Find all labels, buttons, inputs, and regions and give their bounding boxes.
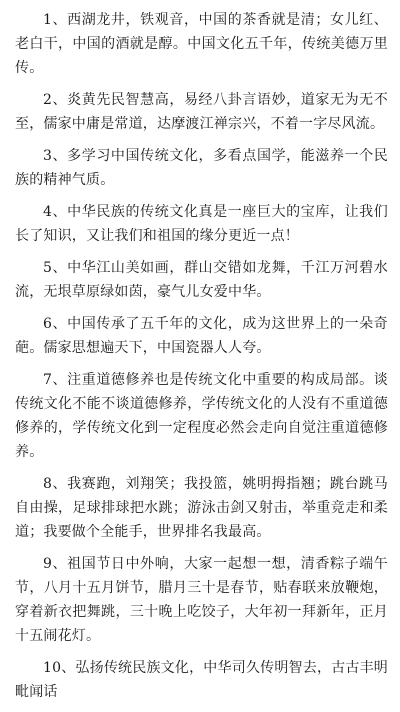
paragraph-1: 1、西湖龙井，铁观音，中国的茶香就是清；女儿红、老白干，中国的酒就是醇。中国文化五千年，传统美德万里传。 <box>15 12 388 76</box>
paragraph-2: 2、炎黄先民智慧高，易经八卦言语妙，道家无为无不至，儒家中庸是常道，达摩渡江禅宗兴，不着一字尽风流。 <box>15 92 388 132</box>
paragraph-10: 10、弘扬传统民族文化，中华司久传明智去，古古丰明毗闻话 <box>15 660 388 700</box>
paragraph-9: 9、祖国节日中外响，大家一起想一想，清香粽子端午节，八月十五月饼节，腊月三十是春节，贴春联来放鞭炮，穿着新衣把舞跳，三十晚上吃饺子，大年初一拜新年，正月十五闹花灯。 <box>15 556 388 644</box>
paragraph-7: 7、注重道德修养也是传统文化中重要的构成局部。谈传统文化不能不谈道德修养，学传统文化的人没有不重道德修养的，学传统文化到一定程度必然会走向自觉注重道德修养。 <box>15 372 388 460</box>
paragraph-4: 4、中华民族的传统文化真是一座巨大的宝库，让我们长了知识，又让我们和祖国的缘分更近一点！ <box>15 204 388 244</box>
paragraph-8: 8、我赛跑，刘翔笑；我投篮，姚明拇指翘；跳台跳马自由操，足球排球把水跳；游泳击剑又射击，举重竞走和柔道；我要做个全能手，世界排名我最高。 <box>15 476 388 540</box>
paragraph-6: 6、中国传承了五千年的文化，成为这世界上的一朵奇葩。儒家思想遍天下，中国瓷器人人夸。 <box>15 316 388 356</box>
paragraph-list <box>15 8 388 712</box>
paragraph-5: 5、中华江山美如画，群山交错如龙舞，千江万河碧水流，无垠草原绿如茵，豪气儿女爱中华。 <box>15 260 388 300</box>
paragraph-3: 3、多学习中国传统文化，多看点国学，能滋养一个民族的精神气质。 <box>15 148 388 188</box>
